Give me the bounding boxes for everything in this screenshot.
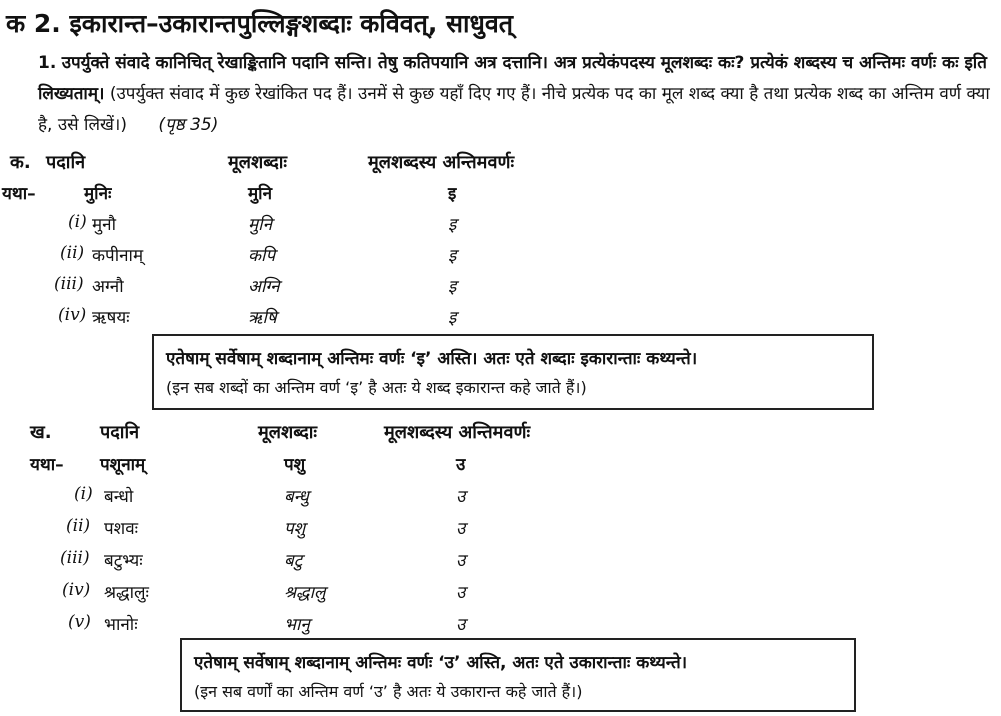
section-ka-row-mool: ऋषि bbox=[248, 308, 277, 328]
section-kha-row-num: (iii) bbox=[60, 548, 90, 568]
note-box-ikaranta bbox=[152, 334, 874, 410]
section-kha-row-varna: उ bbox=[456, 487, 466, 507]
section-kha-row-pad: श्रद्धालुः bbox=[104, 583, 149, 603]
section-kha-row-num: (v) bbox=[68, 612, 91, 632]
section-kha-example-mool: पशु bbox=[284, 455, 306, 475]
section-ka-example-prefix: यथा– bbox=[2, 184, 36, 204]
section-kha-row-varna: उ bbox=[456, 519, 466, 539]
question-sanskrit: उपर्युक्ते संवादे कानिचित् रेखाङ्कितानि पदानि सन्ति। तेषु कतिपयानि अत्र दत्तानि। अत्र प्रत्येकंपदस्य मूलशब्दः कः? प्रत्येकं शब्दस्य च अन्तिमः वर्णः कः इति लिख्यताम्। bbox=[38, 53, 987, 104]
section-kha-header-padani: पदानि bbox=[100, 422, 140, 443]
section-ka-example-pad: मुनिः bbox=[84, 184, 112, 204]
section-ka-row-num: (iv) bbox=[58, 305, 87, 325]
note-box-hindi: (इन सब शब्दों का अन्तिम वर्ण ‘इ’ है अतः ये शब्द इकारान्त कहे जाते हैं।) bbox=[166, 378, 587, 397]
section-ka-row-num: (ii) bbox=[60, 243, 85, 263]
section-ka-row-pad: कपीनाम् bbox=[92, 246, 144, 266]
section-ka-header-moolshabda: मूलशब्दाः bbox=[228, 152, 288, 173]
section-kha-row-pad: भानोः bbox=[104, 615, 138, 635]
page-title: क 2. इकारान्त–उकारान्तपुल्लिङ्गशब्दाः कविवत्, साधुवत् bbox=[6, 9, 514, 38]
question-1 bbox=[38, 48, 990, 141]
note-box-sanskrit: एतेषाम् सर्वेषाम् शब्दानाम् अन्तिमः वर्णः ‘इ’ अस्ति। अतः एते शब्दाः इकारान्ताः कथ्यन्ते। bbox=[166, 349, 698, 369]
note-box-ukaranta bbox=[180, 638, 856, 712]
section-kha-header-moolshabda: मूलशब्दाः bbox=[258, 422, 318, 443]
section-ka-row-mool: अग्नि bbox=[248, 277, 280, 297]
section-ka-row-num: (iii) bbox=[54, 274, 84, 294]
note-box-hindi: (इन सब वर्णों का अन्तिम वर्ण ‘उ’ है अतः ये उकारान्त कहे जाते हैं।) bbox=[194, 682, 583, 701]
section-ka-row-pad: ऋषयः bbox=[92, 308, 130, 328]
section-kha-row-num: (iv) bbox=[62, 580, 91, 600]
question-hindi: (उपर्युक्त संवाद में कुछ रेखांकित पद हैं। उनमें से कुछ यहाँ दिए गए हैं। नीचे प्रत्येक पद का मूल शब्द क्या है तथा प्रत्येक शब्द का अन्तिम वर्ण क्या है, उसे लिखें।) bbox=[38, 84, 990, 135]
section-kha-row-mool: बटु bbox=[284, 551, 303, 571]
section-kha-row-varna: उ bbox=[456, 615, 466, 635]
section-ka-row-num: (i) bbox=[68, 212, 87, 232]
section-kha-row-mool: भानु bbox=[284, 615, 310, 635]
section-ka-row-mool: मुनि bbox=[248, 215, 273, 235]
section-kha-row-num: (ii) bbox=[66, 516, 91, 536]
section-ka-row-varna: इ bbox=[448, 277, 457, 297]
section-kha-row-mool: पशु bbox=[284, 519, 306, 539]
note-box-sanskrit: एतेषाम् सर्वेषाम् शब्दानाम् अन्तिमः वर्णः ‘उ’ अस्ति, अतः एते उकारान्ताः कथ्यन्ते। bbox=[194, 653, 688, 673]
question-number: 1. bbox=[38, 53, 57, 73]
section-ka-row-varna: इ bbox=[448, 246, 457, 266]
section-kha-row-mool: श्रद्धालु bbox=[284, 583, 326, 603]
section-ka-row-varna: इ bbox=[448, 308, 457, 328]
section-ka-row-pad: अग्नौ bbox=[92, 277, 124, 297]
section-kha-row-varna: उ bbox=[456, 583, 466, 603]
page-reference: (पृष्ठ 35) bbox=[158, 115, 219, 135]
section-kha-example-pad: पशूनाम् bbox=[100, 455, 146, 475]
section-kha-row-num: (i) bbox=[74, 484, 93, 504]
section-ka-header-antimvarna: मूलशब्दस्य अन्तिमवर्णः bbox=[368, 152, 515, 173]
section-ka-row-mool: कपि bbox=[248, 246, 276, 266]
section-ka-label: क. bbox=[10, 152, 31, 173]
section-kha-header-antimvarna: मूलशब्दस्य अन्तिमवर्णः bbox=[384, 422, 531, 443]
section-ka-header-padani: पदानि bbox=[46, 152, 86, 173]
section-kha-example-prefix: यथा– bbox=[30, 455, 64, 475]
section-kha-row-mool: बन्धु bbox=[284, 487, 309, 507]
section-kha-row-varna: उ bbox=[456, 551, 466, 571]
section-kha-row-pad: पशवः bbox=[104, 519, 139, 539]
section-kha-example-varna: उ bbox=[456, 455, 466, 475]
section-kha-row-pad: बन्धो bbox=[104, 487, 134, 507]
section-ka-example-mool: मुनि bbox=[248, 184, 273, 204]
section-ka-row-varna: इ bbox=[448, 215, 457, 235]
section-ka-row-pad: मुनौ bbox=[92, 215, 117, 235]
section-kha-label: ख. bbox=[30, 422, 52, 443]
section-kha-row-pad: बटुभ्यः bbox=[104, 551, 143, 571]
section-ka-example-varna: इ bbox=[448, 184, 457, 204]
